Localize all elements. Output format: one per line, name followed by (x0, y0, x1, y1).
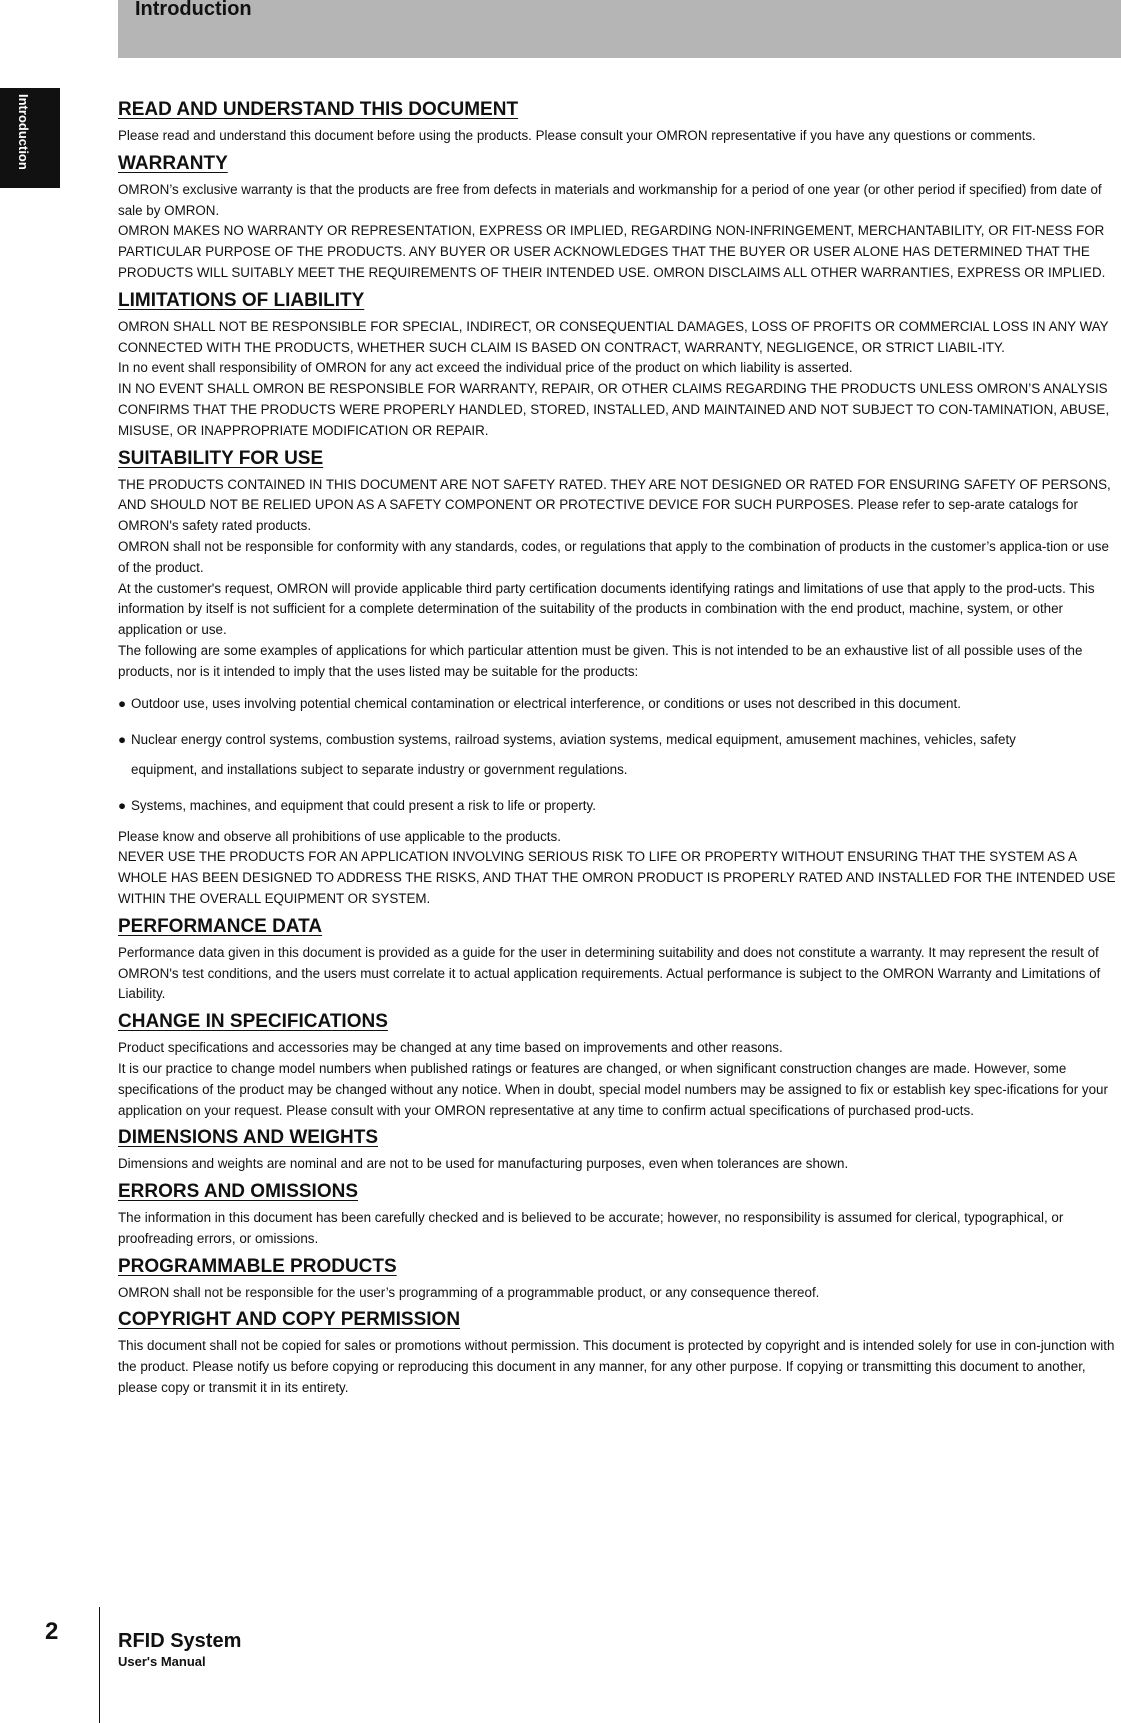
side-tab (0, 88, 60, 188)
list-item (118, 689, 1120, 719)
paragraph: In no event shall responsibility of OMRON for any act exceed the individual price of the product on which liability is asserted. (118, 360, 853, 376)
section-suitability (118, 447, 1120, 910)
section-errors (118, 1180, 1120, 1250)
paragraph: NEVER USE THE PRODUCTS FOR AN APPLICATION INVOLVING SERIOUS RISK TO LIFE OR PROPERTY WITHOUT ENSURING THAT THE SYSTEM AS A WHOLE HAS BEEN DESIGNED TO ADDRESS THE RISKS, AND THAT THE OMRON PRODUCT IS PROPERLY RATED AND INSTALLED FOR THE INTENDED USE WITHIN THE OVERALL EQUIPMENT OR SYSTEM. (118, 849, 1116, 906)
list-item-continuation: equipment, and installations subject to separate industry or government regulations. (131, 761, 628, 777)
paragraph: OMRON MAKES NO WARRANTY OR REPRESENTATION, EXPRESS OR IMPLIED, REGARDING NON-INFRINGEMENT, MERCHANTABILITY, OR FIT-NESS FOR PARTICULAR PURPOSE OF THE PRODUCTS. ANY BUYER OR USER ACKNOWLEDGES THAT THE BUYER OR USER ALONE HAS DETERMINED THAT THE PRODUCTS WILL SUITABLY MEET THE REQUIREMENTS OF THEIR INTENDED USE. OMRON DISCLAIMS ALL OTHER WARRANTIES, EXPRESS OR IMPLIED. (118, 223, 1106, 280)
header-bar (118, 0, 1121, 58)
document-body (118, 98, 1120, 1404)
bullet-icon: ● (118, 797, 127, 813)
paragraph: OMRON’s exclusive warranty is that the products are free from defects in materials and workmanship for a period of one year (or other period if specified) from date of sale by OMRON. (118, 181, 1102, 218)
section-heading: READ AND UNDERSTAND THIS DOCUMENT (118, 99, 519, 120)
footer-title: RFID System (118, 1630, 242, 1652)
paragraph: It is our practice to change model numbers when published ratings or features are changed, or when significant construction changes are made. However, some specifications of the product may be changed without any notice. When in doubt, special model numbers may be assigned to fix or establish key spec-ifications for your application on your request. Please consult with your OMRON representative at any time to confirm actual specifications of purchased prod-ucts. (118, 1060, 1108, 1118)
section-heading: LIMITATIONS OF LIABILITY (118, 289, 365, 311)
section-heading: PERFORMANCE DATA (118, 915, 323, 937)
section-heading: SUITABILITY FOR USE (118, 447, 324, 469)
section-warranty (118, 152, 1120, 284)
paragraph: OMRON shall not be responsible for the user’s programming of a programmable product, or any consequence thereof. (118, 1284, 820, 1300)
section-copyright (118, 1308, 1120, 1398)
footer-subtitle: User's Manual (118, 1654, 206, 1669)
list-item (118, 725, 1120, 785)
section-heading: DIMENSIONS AND WEIGHTS (118, 1127, 379, 1149)
paragraph: THE PRODUCTS CONTAINED IN THIS DOCUMENT ARE NOT SAFETY RATED. THEY ARE NOT DESIGNED OR RATED FOR ENSURING SAFETY OF PERSONS, AND SHOULD NOT BE RELIED UPON AS A SAFETY COMPONENT OR PROTECTIVE DEVICE FOR SUCH PURPOSES. Please refer to sep-arate catalogs for OMRON's safety rated products. (118, 476, 1111, 534)
section-heading: ERRORS AND OMISSIONS (118, 1181, 358, 1203)
section-performance (118, 915, 1120, 1005)
section-programmable (118, 1255, 1120, 1304)
paragraph: Please read and understand this document before using the products. Please consult your OMRON representative if you have any questions or comments. (118, 128, 1036, 143)
list-item-text: Nuclear energy control systems, combustion systems, railroad systems, aviation systems, medical equipment, amusement machines, vehicles, safety (131, 731, 1016, 747)
header-title: Introduction (135, 0, 252, 20)
section-dimensions (118, 1126, 1120, 1175)
list-item-text: Systems, machines, and equipment that could present a risk to life or property. (131, 797, 596, 813)
paragraph: IN NO EVENT SHALL OMRON BE RESPONSIBLE FOR WARRANTY, REPAIR, OR OTHER CLAIMS REGARDING THE PRODUCTS UNLESS OMRON’S ANALYSIS CONFIRMS THAT THE PRODUCTS WERE PROPERLY HANDLED, STORED, INSTALLED, AND MAINTAINED AND NOT SUBJECT TO CON-TAMINATION, ABUSE, MISUSE, OR INAPPROPRIATE MODIFICATION OR REPAIR. (118, 381, 1110, 438)
section-liability (118, 289, 1120, 442)
section-heading: CHANGE IN SPECIFICATIONS (118, 1011, 388, 1033)
side-tab-label: Introduction (16, 94, 31, 170)
paragraph: OMRON SHALL NOT BE RESPONSIBLE FOR SPECIAL, INDIRECT, OR CONSEQUENTIAL DAMAGES, LOSS OF PROFITS OR COMMERCIAL LOSS IN ANY WAY CONNECTED WITH THE PRODUCTS, WHETHER SUCH CLAIM IS BASED ON CONTRACT, WARRANTY, NEGLIGENCE, OR STRICT LIABIL-ITY. (118, 318, 1109, 355)
section-heading: COPYRIGHT AND COPY PERMISSION (118, 1309, 461, 1331)
section-heading: PROGRAMMABLE PRODUCTS (118, 1255, 397, 1277)
list-item (118, 791, 1120, 821)
page-number: 2 (45, 1618, 59, 1645)
section-heading: WARRANTY (118, 152, 228, 174)
paragraph: The information in this document has been carefully checked and is believed to be accurate; however, no responsibility is assumed for clerical, typographical, or proofreading errors, or omissions. (118, 1210, 1064, 1246)
list-item-text: Outdoor use, uses involving potential chemical contamination or electrical interference, or conditions or uses not described in this document. (131, 695, 961, 711)
paragraph: The following are some examples of applications for which particular attention must be given. This is not intended to be an exhaustive list of all possible uses of the products, nor is it intended to imply that the uses listed may be suitable for the products: (118, 642, 1083, 679)
paragraph: Please know and observe all prohibitions of use applicable to the products. (118, 828, 561, 844)
section-specifications (118, 1010, 1120, 1121)
paragraph: OMRON shall not be responsible for conformity with any standards, codes, or regulations that apply to the combination of products in the customer’s applica-tion or use of the product. (118, 538, 1109, 575)
paragraph: Dimensions and weights are nominal and are not to be used for manufacturing purposes, even when tolerances are shown. (118, 1156, 849, 1172)
paragraph: Performance data given in this document is provided as a guide for the user in determining suitability and does not constitute a warranty. It may represent the result of OMRON's test conditions, and the users must correlate it to actual application requirements. Actual performance is subject to the OMRON Warranty and Limitations of Liability. (118, 944, 1101, 1002)
paragraph: This document shall not be copied for sales or promotions without permission. This document is protected by copyright and is intended solely for use in con-junction with the product. Please notify us before copying or reproducing this document in any manner, for any other purpose. If copying or transmitting this document to another, please copy or transmit it in its entirety. (118, 1338, 1115, 1396)
bullet-icon: ● (118, 695, 127, 711)
paragraph: Product specifications and accessories may be changed at any time based on improvements and other reasons. (118, 1040, 783, 1056)
section-read (118, 98, 1120, 147)
footer-divider (99, 1607, 100, 1723)
paragraph: At the customer's request, OMRON will provide applicable third party certification documents identifying ratings and limitations of use that apply to the prod-ucts. This information by itself is not sufficient for a complete determination of the suitability of the products in combination with the end product, machine, system, or other application or use. (118, 580, 1095, 638)
bullet-icon: ● (118, 731, 127, 747)
